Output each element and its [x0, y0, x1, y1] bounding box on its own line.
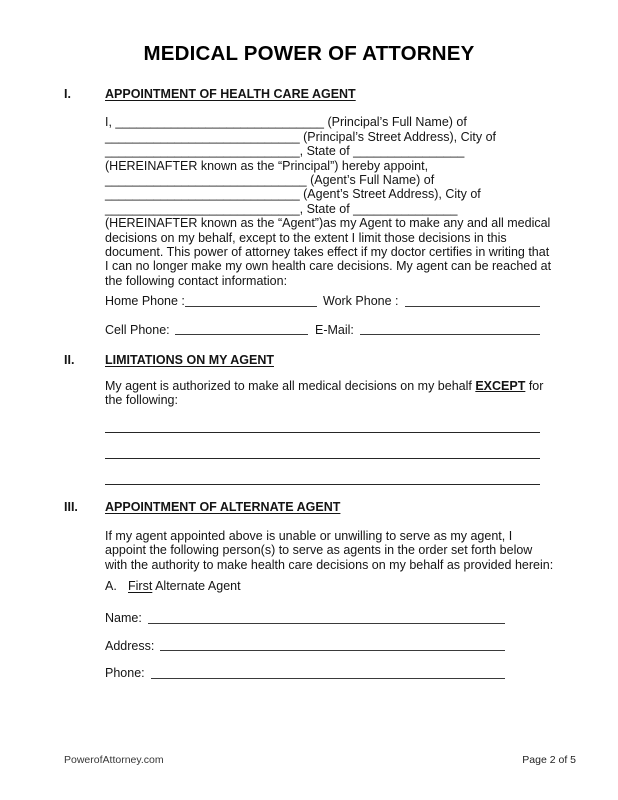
paragraph-line — [105, 378, 544, 393]
except-emphasis: EXCEPT — [475, 378, 526, 393]
footer-page-indicator: Page 2 of 5 — [522, 754, 576, 766]
work-phone-blank — [405, 305, 540, 307]
paragraph-line: I, ______________________________ (Principal’s Full Name) of — [105, 115, 467, 130]
paragraph-line: ____________________________ (Agent’s Street Address), City of — [105, 187, 481, 202]
contact-row-cell-email — [105, 323, 540, 337]
alternate-agent-paragraph — [105, 528, 554, 572]
address-field — [105, 639, 505, 653]
address-label: Address: — [105, 638, 155, 653]
paragraph-line: If my agent appointed above is unable or unwilling to serve as my agent, I — [105, 528, 513, 543]
section-alternate-agent — [64, 500, 554, 681]
cell-phone-label: Cell Phone: — [105, 322, 170, 337]
first-word-underlined: First — [128, 578, 153, 593]
paragraph-line: the following contact information: — [105, 273, 288, 288]
section-health-care-agent — [64, 87, 552, 337]
paragraph-line: ____________________________ (Principal’s Street Address), City of — [105, 129, 497, 144]
limitations-text-post: for — [525, 378, 544, 393]
cell-phone-field — [105, 323, 308, 337]
phone-blank — [151, 677, 505, 679]
section-numeral: I. — [64, 87, 71, 101]
email-blank — [360, 333, 540, 335]
writing-line — [105, 459, 540, 485]
list-item-text — [128, 579, 241, 593]
section-header — [64, 500, 540, 514]
email-label: E-Mail: — [315, 322, 354, 337]
section-body — [105, 378, 544, 486]
section-body — [105, 528, 554, 681]
paragraph-line: (HEREINAFTER known as the “Agent”)as my Agent to make any and all medical — [105, 216, 551, 231]
section-limitations — [64, 353, 544, 485]
list-item-letter: A. — [105, 578, 117, 593]
paragraph-line: I can no longer make my own health care decisions. My agent can be reached at — [105, 259, 552, 274]
limitations-writing-area — [105, 407, 540, 485]
name-blank — [148, 622, 505, 624]
home-phone-blank — [185, 305, 317, 307]
section-heading: LIMITATIONS ON MY AGENT — [105, 353, 274, 368]
section-numeral: III. — [64, 500, 78, 515]
writing-line — [105, 433, 540, 459]
home-phone-label: Home Phone : — [105, 294, 185, 309]
limitations-text-pre: My agent is authorized to make all medical decisions on my behalf — [105, 378, 476, 393]
section-header — [64, 353, 540, 367]
email-field — [315, 323, 540, 337]
section-body — [105, 115, 552, 337]
paragraph-line: ____________________________, State of _______________ — [105, 201, 458, 216]
work-phone-field — [323, 294, 540, 308]
footer-site-name: PowerofAttorney.com — [64, 754, 164, 766]
paragraph-line: with the authority to make health care decisions on my behalf as provided herein: — [105, 557, 554, 572]
section-heading: APPOINTMENT OF ALTERNATE AGENT — [105, 500, 341, 515]
first-alternate-agent-item — [105, 579, 540, 593]
paragraph-line: the following: — [105, 392, 178, 407]
paragraph-line: document. This power of attorney takes effect if my doctor certifies in writing that — [105, 245, 550, 260]
paragraph-line: _____________________________ (Agent’s Full Name) of — [105, 173, 435, 188]
section-numeral: II. — [64, 353, 75, 368]
page-footer — [64, 754, 576, 767]
name-field — [105, 611, 505, 625]
appointment-paragraph — [105, 115, 552, 288]
section-heading: APPOINTMENT OF HEALTH CARE AGENT — [105, 87, 356, 101]
section-header — [64, 87, 540, 101]
cell-phone-blank — [175, 333, 308, 335]
paragraph-line: decisions on my behalf, except to the extent I limit those decisions in this — [105, 230, 507, 245]
writing-line — [105, 407, 540, 433]
paragraph-line: appoint the following person(s) to serve as agents in the order set forth below — [105, 543, 533, 558]
paragraph-line: ____________________________, State of ________________ — [105, 144, 465, 159]
work-phone-label: Work Phone : — [323, 294, 399, 309]
paragraph-line: (HEREINAFTER known as the “Principal”) hereby appoint, — [105, 158, 429, 173]
phone-field — [105, 666, 505, 680]
name-label: Name: — [105, 611, 142, 626]
address-blank — [160, 649, 505, 651]
limitations-paragraph — [105, 378, 544, 408]
phone-label: Phone: — [105, 666, 145, 681]
home-phone-field — [105, 294, 317, 308]
document-title: MEDICAL POWER OF ATTORNEY — [143, 42, 475, 65]
contact-row-phones — [105, 294, 540, 308]
list-item-rest: Alternate Agent — [152, 578, 241, 593]
document-content — [0, 87, 618, 681]
